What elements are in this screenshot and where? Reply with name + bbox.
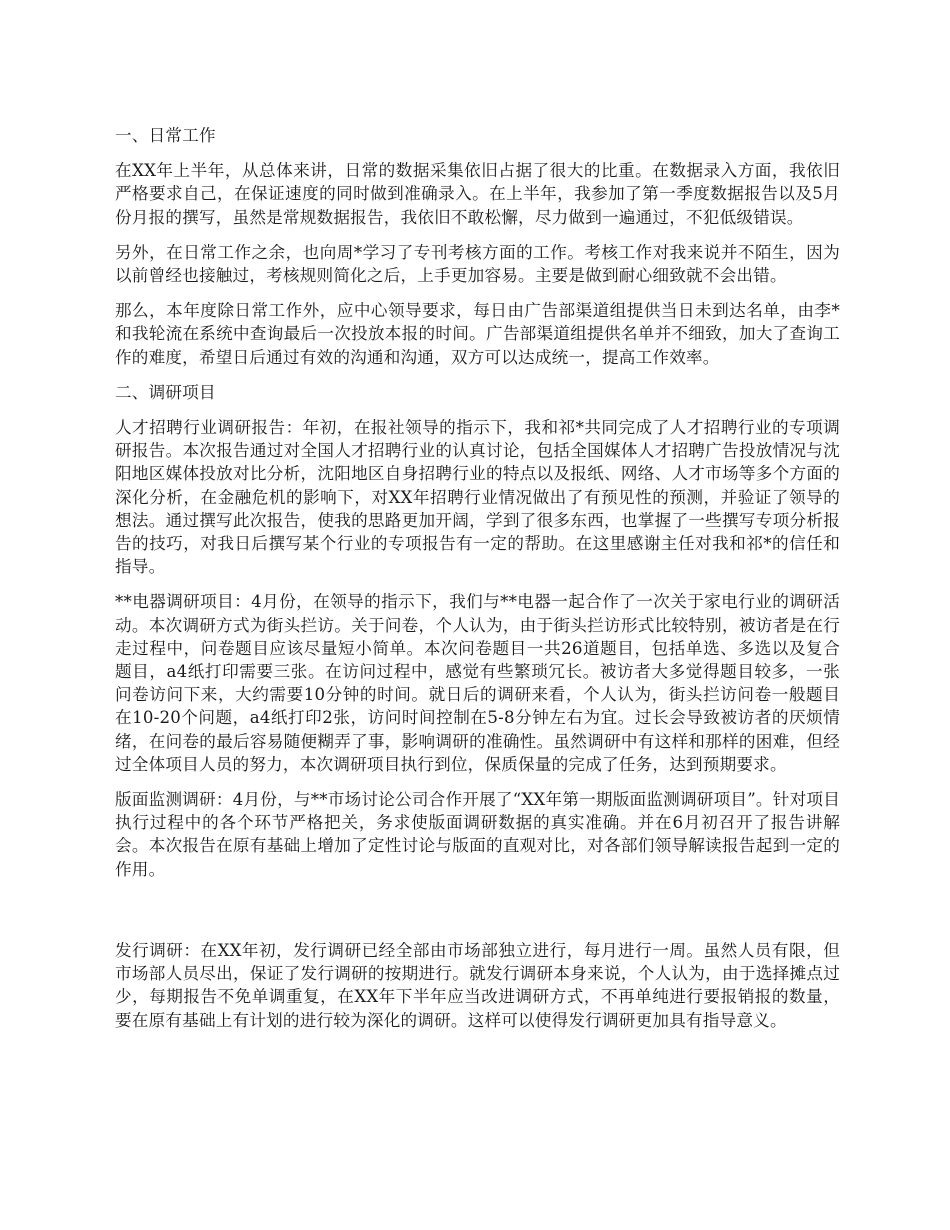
paragraph-distribution-survey: 发行调研：在XX年初，发行调研已经全部由市场部独立进行，每月进行一周。虽然人员有限，但市场部人员尽出，保证了发行调研的按期进行。就发行调研本身来说，个人认为，由于选择摊点过少，每期报告不免单调重复，在XX年下半年应当改进调研方式，不再单纯进行要报销报的数量，要在原有基础上有计划的进行较为深化的调研。这样可以使得发行调研更加具有指导意义。	[115, 940, 840, 1030]
paragraph-data-collection: 在XX年上半年，从总体来讲，日常的数据采集依旧占据了很大的比重。在数据录入方面，我依旧严格要求自己，在保证速度的同时做到准确录入。在上半年，我参加了第一季度数据报告以及5月份月报的撰写，虽然是常规数据报告，我依旧不敢松懈，尽力做到一遍通过，不犯低级错误。	[115, 161, 840, 227]
paragraph-assessment-work: 另外，在日常工作之余，也向周*学习了专刊考核方面的工作。考核工作对我来说并不陌生，因为以前曾经也接触过，考核规则简化之后，上手更加容易。主要是做到耐心细致就不会出错。	[115, 242, 840, 286]
paragraph-recruitment-report: 人才招聘行业调研报告：年初，在报社领导的指示下，我和祁*共同完成了人才招聘行业的专项调研报告。本次报告通过对全国人才招聘行业的认真讨论，包括全国媒体人才招聘广告投放情况与沈阳地区媒体投放对比分析，沈阳地区自身招聘行业的特点以及报纸、网络、人才市场等多个方面的深化分析，在金融危机的影响下，对XX年招聘行业情况做出了有预见性的预测，并验证了领导的想法。通过撰写此次报告，使我的思路更加开阔，学到了很多东西，也掌握了一些撰写专项分析报告的技巧，对我日后撰写某个行业的专项报告有一定的帮助。在这里感谢主任对我和祁*的信任和指导。	[115, 418, 840, 577]
document-body	[115, 124, 840, 1044]
section-heading-daily-work: 一、日常工作	[115, 126, 216, 145]
paragraph-channel-list-query: 那么，本年度除日常工作外，应中心领导要求，每日由广告部渠道组提供当日未到达名单，由李*和我轮流在系统中查询最后一次投放本报的时间。广告部渠道组提供名单并不细致，加大了查询工作的难度，希望日后通过有效的沟通和沟通，双方可以达成统一，提高工作效率。	[115, 301, 840, 367]
section-heading-research-projects: 二、调研项目	[115, 382, 216, 402]
blank-space	[115, 893, 840, 939]
paragraph-appliance-survey: **电器调研项目：4月份，在领导的指示下，我们与**电器一起合作了一次关于家电行业的调研活动。本次调研方式为街头拦访。关于问卷，个人认为，由于街头拦访形式比较特别，被访者是在行走过程中，问卷题目应该尽量短小简单。本次问卷题目一共26道题目，包括单选、多选以及复合题目，a4纸打印需要三张。在访问过程中，感觉有些繁琐冗长。被访者大多觉得题目较多，一张问卷访问下来，大约需要10分钟的时间。就日后的调研来看，个人认为，街头拦访问卷一般题目在10-20个问题，a4纸打印2张，访问时间控制在5-8分钟左右为宜。过长会导致被访者的厌烦情绪，在问卷的最后容易随便糊弄了事，影响调研的准确性。虽然调研中有这样和那样的困难，但经过全体项目人员的努力，本次调研项目执行到位，保质保量的完成了任务，达到预期要求。	[115, 592, 840, 774]
paragraph-layout-monitoring: 版面监测调研：4月份，与**市场讨论公司合作开展了“XX年第一期版面监测调研项目”。针对项目执行过程中的各个环节严格把关，务求使版面调研数据的真实准确。并在6月初召开了报告讲解会。本次报告在原有基础上增加了定性讨论与版面的直观对比，对各部们领导解读报告起到一定的作用。	[115, 790, 840, 879]
